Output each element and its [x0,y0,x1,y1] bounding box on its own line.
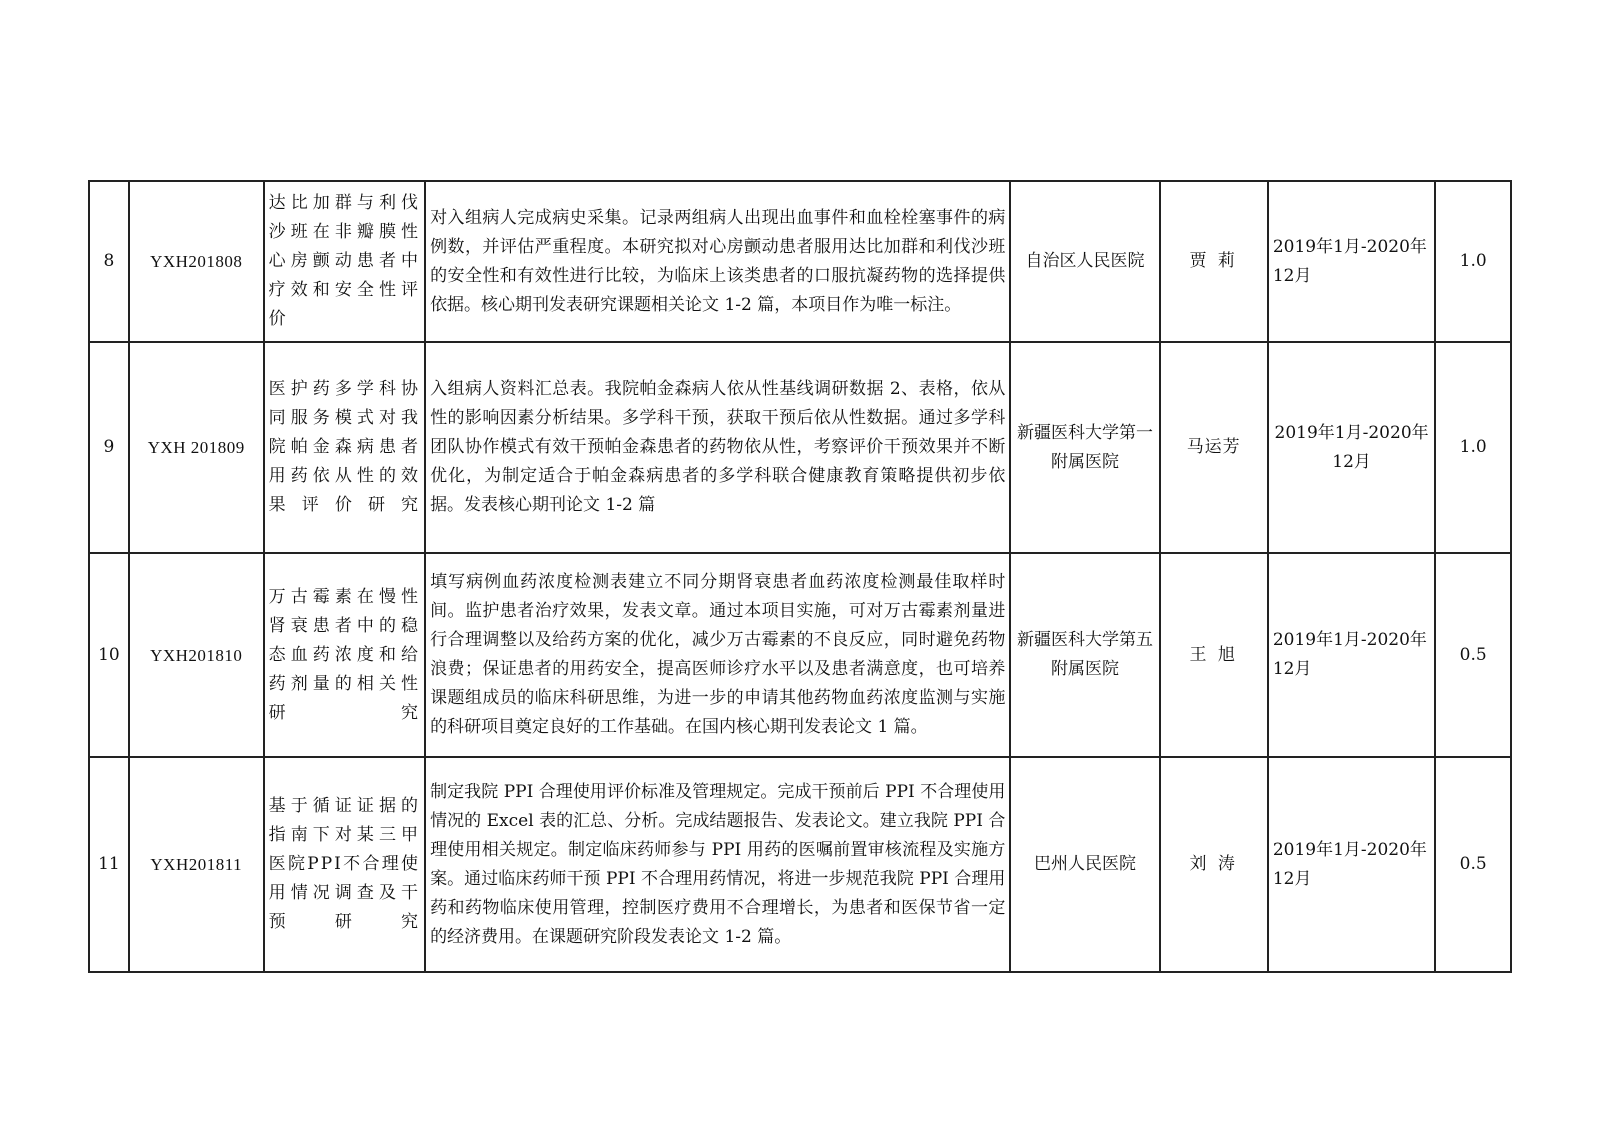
project-fund: 0.5 [1435,757,1511,972]
project-unit: 新疆医科大学第一附属医院 [1010,342,1159,553]
project-code: YXH201808 [129,181,264,342]
project-fund: 1.0 [1435,342,1511,553]
table-row [89,342,1511,553]
project-content: 对入组病人完成病史采集。记录两组病人出现出血事件和血栓栓塞事件的病例数，并评估严重程度。本研究拟对心房颤动患者服用达比加群和利伐沙班的安全性和有效性进行比较，为临床上该类患者的口服抗凝药物的选择提供依据。核心期刊发表研究课题相关论文 1-2 篇，本项目作为唯一标注。 [425,181,1010,342]
row-number: 8 [89,181,129,342]
table-row [89,757,1511,972]
project-fund: 1.0 [1435,181,1511,342]
project-leader: 王 旭 [1160,553,1268,757]
project-leader: 马运芳 [1160,342,1268,553]
row-number: 10 [89,553,129,757]
project-title: 万古霉素在慢性肾衰患者中的稳态血药浓度和给药剂量的相关性研究 [268,586,421,723]
row-number: 11 [89,757,129,972]
project-code: YXH 201809 [129,342,264,553]
project-content: 制定我院 PPI 合理使用评价标准及管理规定。完成干预前后 PPI 不合理使用情况的 Excel 表的汇总、分析。完成结题报告、发表论文。建立我院 PPI 合理使用相关规定。制定临床药师参与 PPI 用药的医嘱前置审核流程及实施方案。通过临床药师干预 PPI 不合理用药情况，将进一步规范我院 PPI 合理用药和药物临床使用管理，控制医疗费用不合理增长，为患者和医保节省一定的经济费用。在课题研究阶段发表论文 1-2 篇。 [425,757,1010,972]
project-period: 2019年1月-2020年12月 [1268,553,1436,757]
project-title: 达比加群与利伐沙班在非瓣膜性心房颤动患者中疗效和安全性评价 [268,193,421,329]
project-code: YXH201811 [129,757,264,972]
project-period: 2019年1月-2020年12月 [1268,342,1436,553]
project-leader: 贾 莉 [1160,181,1268,342]
project-code: YXH201810 [129,553,264,757]
project-period: 2019年1月-2020年12月 [1268,181,1436,342]
project-title: 医护药多学科协同服务模式对我院帕金森病患者用药依从性的效果评价研究 [268,379,421,515]
project-table [88,180,1512,973]
project-leader: 刘 涛 [1160,757,1268,972]
project-unit: 新疆医科大学第五附属医院 [1010,553,1159,757]
project-unit: 巴州人民医院 [1010,757,1159,972]
project-fund: 0.5 [1435,553,1511,757]
project-content: 填写病例血药浓度检测表建立不同分期肾衰患者血药浓度检测最佳取样时间。监护患者治疗效果，发表文章。通过本项目实施，可对万古霉素剂量进行合理调整以及给药方案的优化，减少万古霉素的不良反应，同时避免药物浪费；保证患者的用药安全，提高医师诊疗水平以及患者满意度，也可培养课题组成员的临床科研思维，为进一步的申请其他药物血药浓度监测与实施的科研项目奠定良好的工作基础。在国内核心期刊发表论文 1 篇。 [425,553,1010,757]
project-title: 基于循证证据的指南下对某三甲医院PPI不合理使用情况调查及干预研究 [268,796,421,932]
project-content: 入组病人资料汇总表。我院帕金森病人依从性基线调研数据 2、表格，依从性的影响因素分析结果。多学科干预，获取干预后依从性数据。通过多学科团队协作模式有效干预帕金森患者的药物依从性，考察评价干预效果并不断优化，为制定适合于帕金森病患者的多学科联合健康教育策略提供初步依据。发表核心期刊论文 1-2 篇 [425,342,1010,553]
project-unit: 自治区人民医院 [1010,181,1159,342]
table-row [89,181,1511,342]
row-number: 9 [89,342,129,553]
table-row [89,553,1511,757]
project-period: 2019年1月-2020年12月 [1268,757,1436,972]
